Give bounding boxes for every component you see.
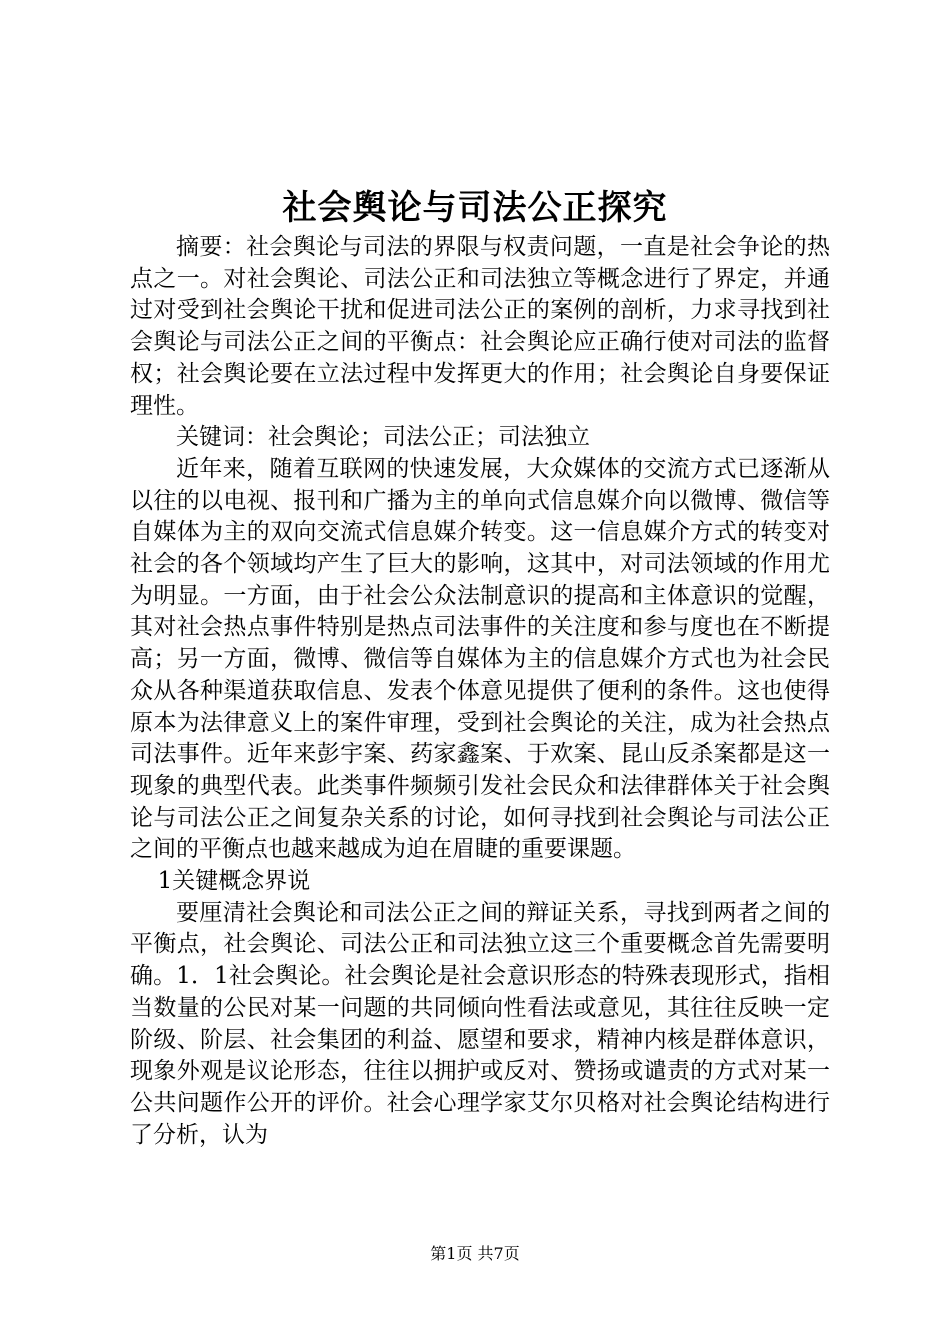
keywords-paragraph: 关键词：社会舆论；司法公正；司法独立 (176, 424, 590, 451)
page-footer: 第1页 共7页 (430, 1244, 520, 1263)
document-title: 社会舆论与司法公正探究 (282, 188, 668, 228)
intro-paragraph: 近年来，随着互联网的快速发展，大众媒体的交流方式已逐渐从以往的以电视、报刊和广播为主的单向式信息媒介向以微博、微信等自媒体为主的双向交流式信息媒介转变。这一信息媒介方式的转变对社会的各个领域均产生了巨大的影响，这其中，对司法领域的作用尤为明显。一方面，由于社会公众法制意识的提高和主体意识的觉醒，其对社会热点事件特别是热点司法事件的关注度和参与度也在不断提高；另一方面，微博、微信等自媒体为主的信息媒介方式也为社会民众从各种渠道获取信息、发表个体意见提供了便利的条件。这也使得原本为法律意义上的案件审理，受到社会舆论的关注，成为社会热点司法事件。近年来彭宇案、药家鑫案、于欢案、昆山反杀案都是这一现象的典型代表。此类事件频频引发社会民众和法律群体关于社会舆论与司法公正之间复杂关系的讨论，如何寻找到社会舆论与司法公正之间的平衡点也越来越成为迫在眉睫的重要课题。 (130, 455, 830, 863)
section-heading: 1关键概念界说 (157, 868, 311, 895)
abstract-paragraph: 摘要：社会舆论与司法的界限与权责问题，一直是社会争论的热点之一。对社会舆论、司法公正和司法独立等概念进行了界定，并通过对受到社会舆论干扰和促进司法公正的案例的剖析，力求寻找到社会舆论与司法公正之间的平衡点：社会舆论应正确行使对司法的监督权；社会舆论要在立法过程中发挥更大的作用；社会舆论自身要保证理性。 (130, 234, 830, 419)
document-body (130, 232, 830, 1151)
section-paragraph: 要厘清社会舆论和司法公正之间的辩证关系，寻找到两者之间的平衡点，社会舆论、司法公正和司法独立这三个重要概念首先需要明确。1．1社会舆论。社会舆论是社会意识形态的特殊表现形式，指相当数量的公民对某一问题的共同倾向性看法或意见，其往往反映一定阶级、阶层、社会集团的利益、愿望和要求，精神内核是群体意识，现象外观是议论形态，往往以拥护或反对、赞扬或谴责的方式对某一公共问题作公开的评价。社会心理学家艾尔贝格对社会舆论结构进行了分析，认为 (130, 899, 830, 1148)
